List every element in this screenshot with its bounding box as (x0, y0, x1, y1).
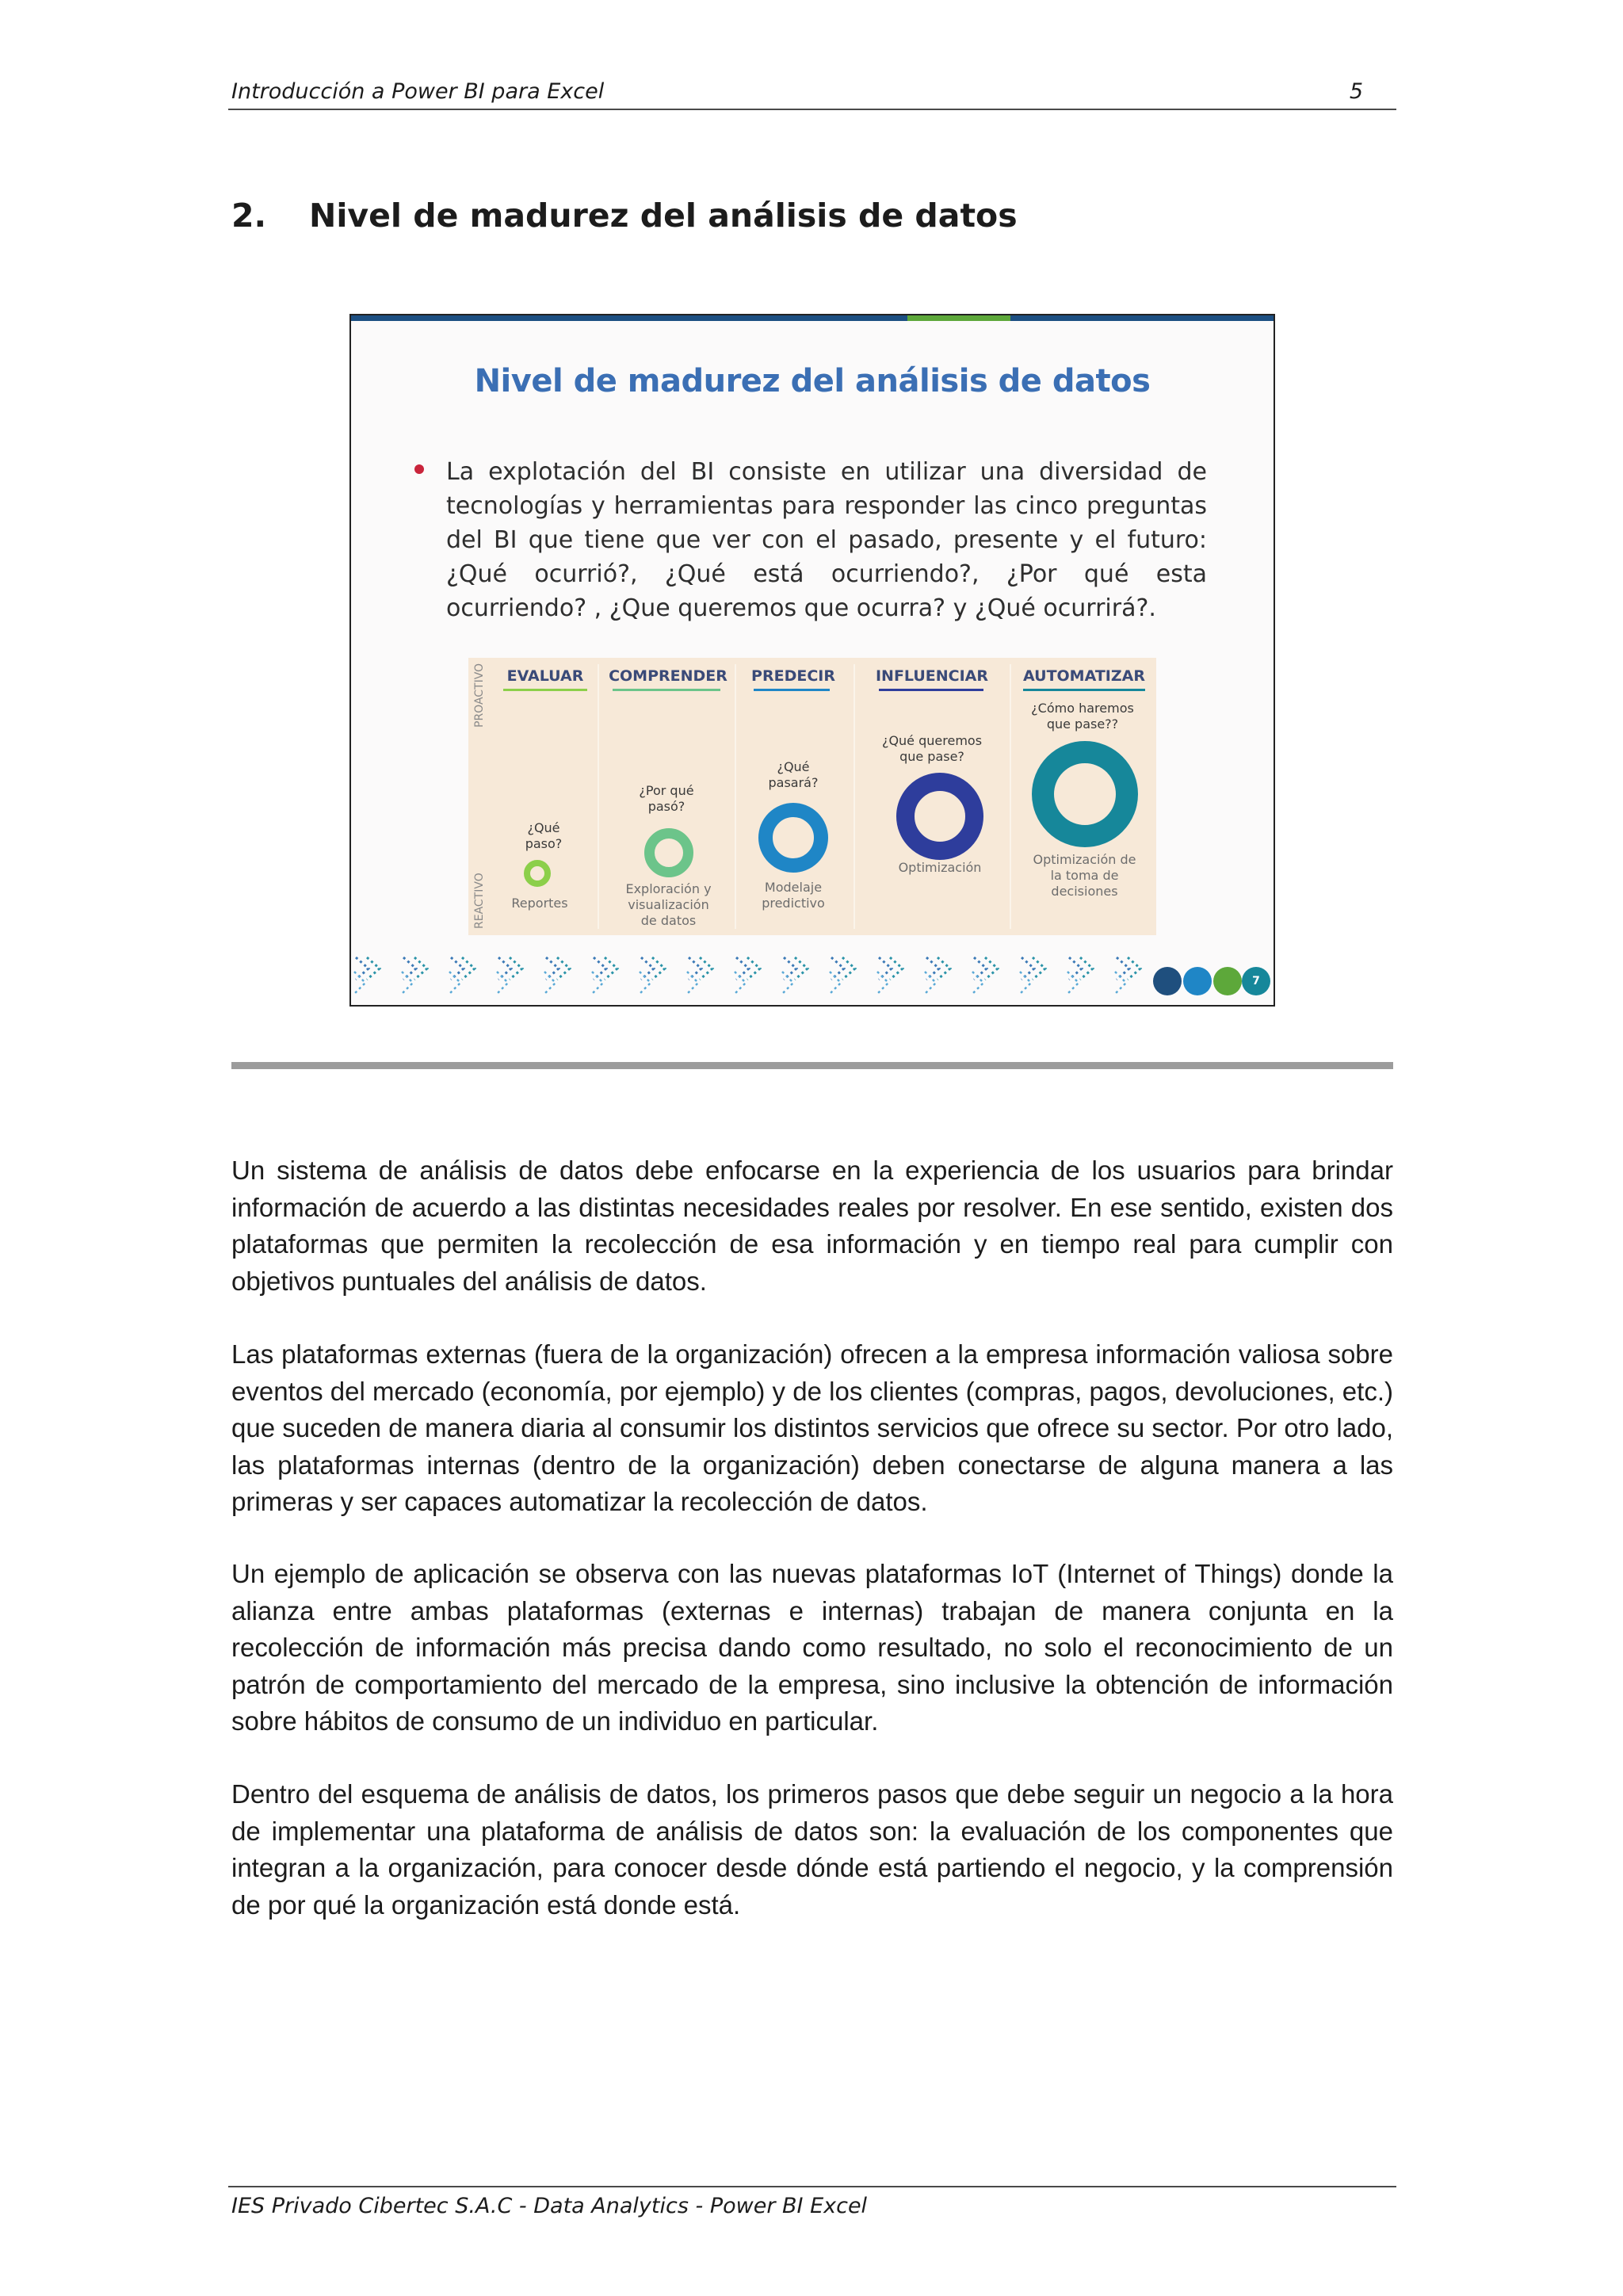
slide-title: Nivel de madurez del análisis de datos (474, 363, 1151, 399)
ring-icon (896, 773, 983, 860)
stage-question: ¿Qué queremos que pase? (881, 733, 983, 764)
section-divider (231, 1062, 1393, 1069)
slide-image (349, 314, 1275, 1007)
ring-icon (644, 828, 693, 877)
section-title: Nivel de madurez del análisis de datos (309, 197, 1018, 235)
stage-label-predecir: PREDECIR (751, 667, 835, 685)
slide-top-bar (351, 315, 1274, 321)
stage-caption: Optimización (898, 860, 982, 875)
axis-label-proactive: PROACTIVO (473, 663, 486, 728)
column-separator (1010, 664, 1011, 929)
stage-caption: Exploración y visualización de datos (625, 881, 712, 928)
stage-question: ¿Qué paso? (525, 820, 563, 851)
column-separator (598, 664, 599, 929)
running-footer: IES Privado Cibertec S.A.C - Data Analytics - Power BI Excel (231, 2194, 868, 2218)
bullet-icon (414, 464, 424, 474)
stage-label-automatizar: AUTOMATIZAR (1023, 667, 1145, 685)
stage-underline (613, 689, 720, 691)
stage-label-influenciar: INFLUENCIAR (875, 667, 989, 685)
stage-question: ¿Qué pasará? (768, 759, 819, 790)
ring-icon (758, 803, 828, 873)
slide-bullet-text: La explotación del BI consiste en utilizar una diversidad de tecnologías y herramientas para responder las cinco preguntas del BI que tiene que ver con el pasado, presente y el futuro: ¿Qué ocurrió?, ¿Qué está ocurriendo?, ¿Por qué esta ocurriendo? , ¿Que queremos que ocurra? y ¿Qué ocurrirá?. (446, 458, 1207, 622)
stage-underline (1023, 689, 1145, 691)
paragraph: Un sistema de análisis de datos debe enfocarse en la experiencia de los usuarios para brindar información de acuerdo a las distintas necesidades reales por resolver. En ese sentido, existen dos plataformas que permiten la recolección de esa información y en tiempo real para cumplir con objetivos puntuales del análisis de datos. (231, 1156, 1393, 1296)
page-number: 5 (1349, 79, 1363, 104)
slide-top-bar-accent (907, 315, 1010, 321)
stage-underline (879, 689, 983, 691)
blue-dot-icon (1183, 967, 1212, 995)
stage-caption: Reportes (511, 896, 568, 911)
stage-question: ¿Cómo haremos que pase?? (1031, 701, 1134, 732)
stage-underline (503, 689, 587, 691)
logo-icon (1153, 967, 1182, 995)
paragraph: Un ejemplo de aplicación se observa con las nuevas plataformas IoT (Internet of Things) donde la alianza entre ambas plataformas (externas e internas) trabajan de manera conjunta en la recolección de información más precisa dando como resultado, no solo el reconocimiento de un patrón de comportamiento del mercado de la empresa, sino inclusive la obtención de información sobre hábitos de consumo de un individuo en particular. (231, 1559, 1393, 1736)
chevron-pattern-decoration (351, 949, 1159, 997)
footer-rule (228, 2186, 1396, 2187)
axis-label-reactive: REACTIVO (473, 873, 486, 929)
stage-question: ¿Por qué pasó? (639, 783, 694, 814)
stage-label-evaluar: EVALUAR (506, 667, 584, 685)
maturity-graphic (468, 658, 1156, 935)
running-header: Introducción a Power BI para Excel (231, 79, 605, 104)
ring-icon (1032, 741, 1138, 847)
section-number: 2. (231, 197, 267, 235)
header-rule (228, 109, 1396, 110)
paragraph: Las plataformas externas (fuera de la organización) ofrecen a la empresa información valiosa sobre eventos del mercado (economía, por ejemplo) y de los clientes (compras, pagos, devoluciones, etc.) que suceden de manera diaria al consumir los distintos servicios que ofrece su sector. Por otro lado, las plataformas internas (dentro de la organización) deben conectarse de alguna manera a las primeras y ser capaces automatizar la recolección de datos. (231, 1339, 1393, 1516)
column-separator (854, 664, 855, 929)
slide-number-badge: 7 (1242, 967, 1270, 995)
stage-label-comprender: COMPRENDER (609, 667, 727, 685)
ring-icon (524, 860, 551, 887)
stage-caption: Optimización de la toma de decisiones (1033, 852, 1136, 899)
green-dot-icon (1213, 967, 1242, 995)
stage-caption: Modelaje predictivo (762, 880, 825, 911)
stage-underline (754, 689, 830, 691)
column-separator (735, 664, 736, 929)
paragraph: Dentro del esquema de análisis de datos, los primeros pasos que debe seguir un negocio a la hora de implementar una plataforma de análisis de datos son: la evaluación de los componentes que integran a la organización, para conocer desde dónde está partiendo el negocio, y la comprensión de por qué la organización está donde está. (231, 1779, 1393, 1920)
